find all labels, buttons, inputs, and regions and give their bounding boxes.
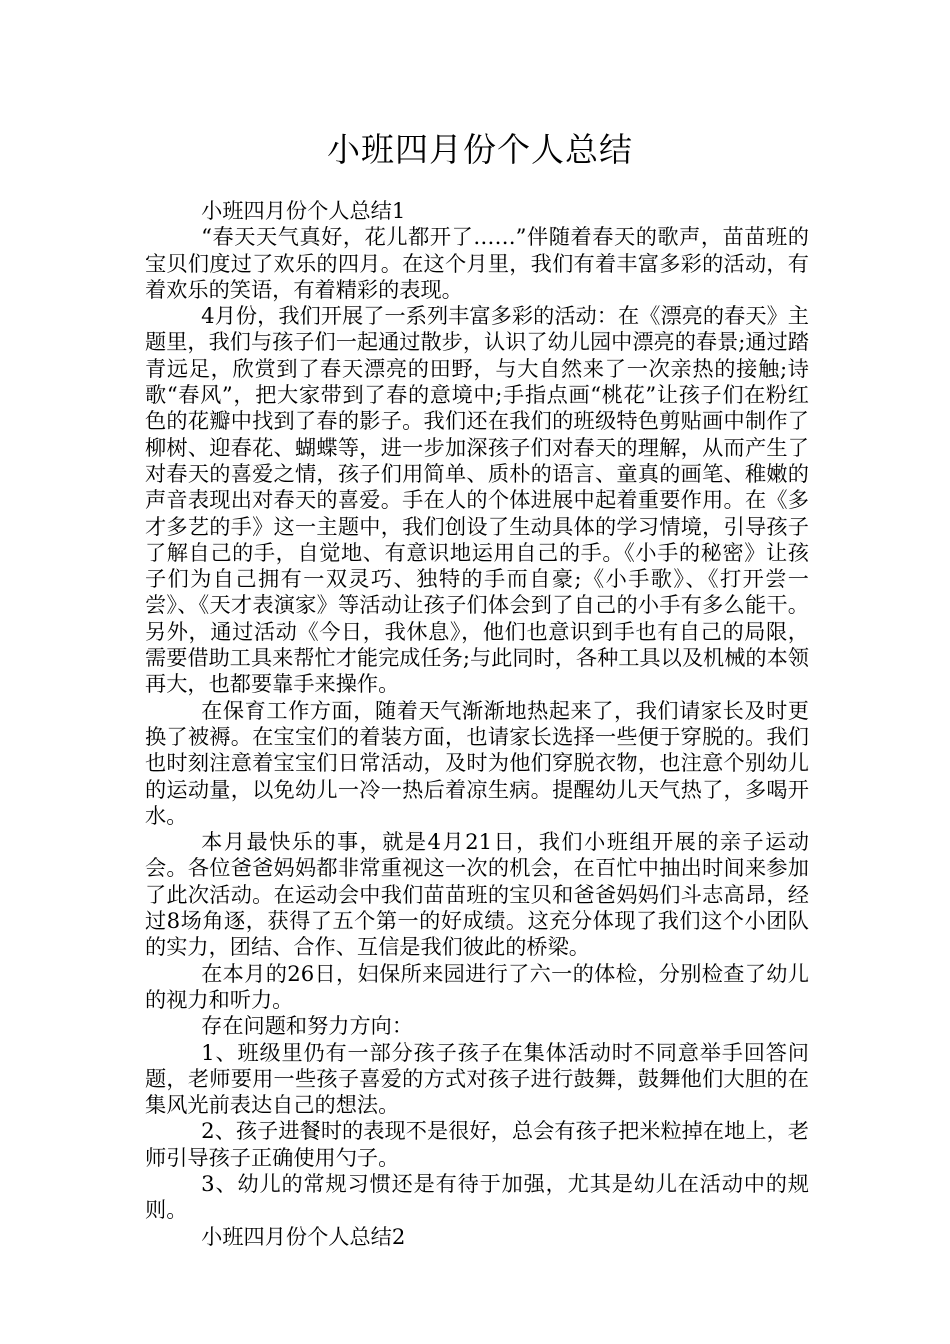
- document-body: [145, 198, 809, 1250]
- paragraph-intro: “春天天气真好，花儿都开了……”伴随着春天的歌声，苗苗班的宝贝们度过了欢乐的四月。在这个月里，我们有着丰富多彩的活动，有着欢乐的笑语，有着精彩的表现。: [145, 224, 809, 302]
- document-title: 小班四月份个人总结: [327, 130, 633, 169]
- paragraph-activities: 4月份，我们开展了一系列丰富多彩的活动：在《漂亮的春天》主题里，我们与孩子们一起通过散步，认识了幼儿园中漂亮的春景;通过踏青远足，欣赏到了春天漂亮的田野，与大自然来了一次亲热的接触;诗歌“春风”，把大家带到了春的意境中;手指点画“桃花”让孩子们在粉红色的花瓣中找到了春的影子。我们还在我们的班级特色剪贴画中制作了柳树、迎春花、蝴蝶等，进一步加深孩子们对春天的理解，从而产生了对春天的喜爱之情，孩子们用简单、质朴的语言、童真的画笔、稚嫩的声音表现出对春天的喜爱。手在人的个体进展中起着重要作用。在《多才多艺的手》这一主题中，我们创设了生动具体的学习情境，引导孩子了解自己的手，自觉地、有意识地运用自己的手。《小手的秘密》让孩子们为自己拥有一双灵巧、独特的手而自豪;《小手歌》、《打开尝一尝》、《天才表演家》等活动让孩子们体会到了自己的小手有多么能干。另外，通过活动《今日，我休息》，他们也意识到手也有自己的局限，需要借助工具来帮忙才能完成任务;与此同时，各种工具以及机械的本领再大，也都要靠手来操作。: [145, 303, 809, 697]
- paragraph-problem-1: 1、班级里仍有一部分孩子孩子在集体活动时不同意举手回答问题，老师要用一些孩子喜爱的方式对孩子进行鼓舞，鼓舞他们大胆的在集风光前表达自己的想法。: [145, 1039, 809, 1118]
- section-heading-1: 小班四月份个人总结1: [201, 198, 406, 223]
- paragraph-sports-meet: 本月最快乐的事，就是4月21日，我们小班组开展的亲子运动会。各位爸爸妈妈都非常重视这一次的机会，在百忙中抽出时间来参加了此次活动。在运动会中我们苗苗班的宝贝和爸爸妈妈们斗志高昂，经过8场角逐，获得了五个第一的好成绩。这充分体现了我们这个小团队的实力，团结、合作、互信是我们彼此的桥梁。: [145, 829, 809, 960]
- section-heading-2: 小班四月份个人总结2: [201, 1223, 406, 1249]
- document-page: [145, 0, 809, 1250]
- paragraph-problem-2: 2、孩子进餐时的表现不是很好，总会有孩子把米粒掉在地上，老师引导孩子正确使用勺子。: [145, 1118, 809, 1170]
- paragraph-problems-heading: 存在问题和努力方向：: [201, 1013, 414, 1039]
- paragraph-health-check: 在本月的26日，妇保所来园进行了六一的体检，分别检查了幼儿的视力和听力。: [145, 960, 809, 1012]
- paragraph-problem-3: 3、幼儿的常规习惯还是有待于加强，尤其是幼儿在活动中的规则。: [145, 1170, 809, 1223]
- paragraph-care-work: 在保育工作方面，随着天气渐渐地热起来了，我们请家长及时更换了被褥。在宝宝们的着装方面，也请家长选择一些便于穿脱的。我们也时刻注意着宝宝们日常活动，及时为他们穿脱衣物，也注意个别幼儿的运动量，以免幼儿一冷一热后着凉生病。提醒幼儿天气热了，多喝开水。: [145, 697, 809, 828]
